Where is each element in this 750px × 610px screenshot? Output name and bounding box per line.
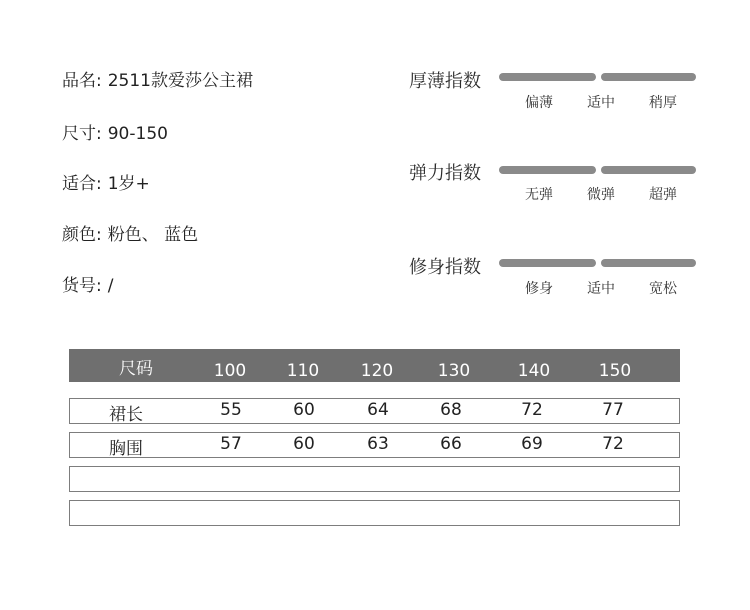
size-column-header: 140 [517, 361, 551, 381]
table-cell: 72 [602, 434, 624, 454]
info-label: 适合: [62, 174, 102, 194]
info-value: 1岁+ [107, 174, 150, 194]
size-header-label: 尺码 [119, 359, 153, 379]
table-row-skirt-length [69, 398, 680, 424]
fit-index-labels [508, 278, 694, 298]
level-label: 宽松 [649, 281, 677, 297]
info-label: 品名: [62, 71, 102, 91]
fit-index-bar [499, 259, 696, 267]
info-suitable-age [62, 169, 150, 194]
info-value: 2511款爱莎公主裙 [107, 71, 253, 91]
table-cell: 60 [293, 434, 315, 454]
row-label: 裙长 [109, 405, 143, 425]
elasticity-index-bar [499, 166, 696, 174]
bar-left-segment [499, 259, 596, 267]
level-label: 适中 [587, 281, 615, 297]
table-cell: 63 [367, 434, 389, 454]
bar-marker-icon [594, 71, 600, 79]
size-table-header [69, 349, 680, 382]
level-label: 微弹 [587, 187, 615, 203]
thickness-index-labels [508, 92, 694, 112]
info-size-range [62, 119, 168, 144]
bar-right-segment [601, 259, 696, 267]
table-cell: 72 [521, 400, 543, 420]
info-value: 粉色、 蓝色 [107, 225, 199, 245]
table-cell: 66 [440, 434, 462, 454]
table-row-empty [69, 466, 680, 492]
table-cell: 68 [440, 400, 462, 420]
elasticity-index-title: 弹力指数 [409, 163, 481, 184]
bar-left-segment [499, 166, 596, 174]
table-row-chest [69, 432, 680, 458]
info-label: 颜色: [62, 225, 102, 245]
table-cell: 69 [521, 434, 543, 454]
level-label: 稍厚 [649, 95, 677, 111]
info-product-name [62, 66, 253, 91]
level-label: 超弹 [649, 187, 677, 203]
table-cell: 77 [602, 400, 624, 420]
bar-marker-icon [594, 164, 600, 172]
row-label: 胸围 [109, 439, 143, 459]
table-cell: 60 [293, 400, 315, 420]
table-cell: 57 [220, 434, 242, 454]
size-column-header: 120 [360, 361, 394, 381]
thickness-index-bar [499, 73, 696, 81]
bar-left-segment [499, 73, 596, 81]
info-value: / [107, 276, 114, 296]
bar-marker-icon [594, 257, 600, 265]
bar-right-segment [601, 166, 696, 174]
elasticity-index-labels [508, 184, 694, 204]
info-item-number [62, 271, 113, 296]
size-column-header: 150 [598, 361, 632, 381]
info-value: 90-150 [107, 124, 168, 144]
info-label: 尺寸: [62, 124, 102, 144]
info-colors [62, 220, 198, 245]
size-column-header: 130 [437, 361, 471, 381]
table-row-empty [69, 500, 680, 526]
size-column-header: 110 [286, 361, 320, 381]
info-label: 货号: [62, 276, 102, 296]
level-label: 适中 [587, 95, 615, 111]
level-label: 无弹 [525, 187, 553, 203]
level-label: 修身 [525, 281, 553, 297]
table-cell: 64 [367, 400, 389, 420]
bar-right-segment [601, 73, 696, 81]
size-column-header: 100 [213, 361, 247, 381]
thickness-index-title: 厚薄指数 [409, 71, 481, 92]
fit-index-title: 修身指数 [409, 257, 481, 278]
level-label: 偏薄 [525, 95, 553, 111]
table-cell: 55 [220, 400, 242, 420]
